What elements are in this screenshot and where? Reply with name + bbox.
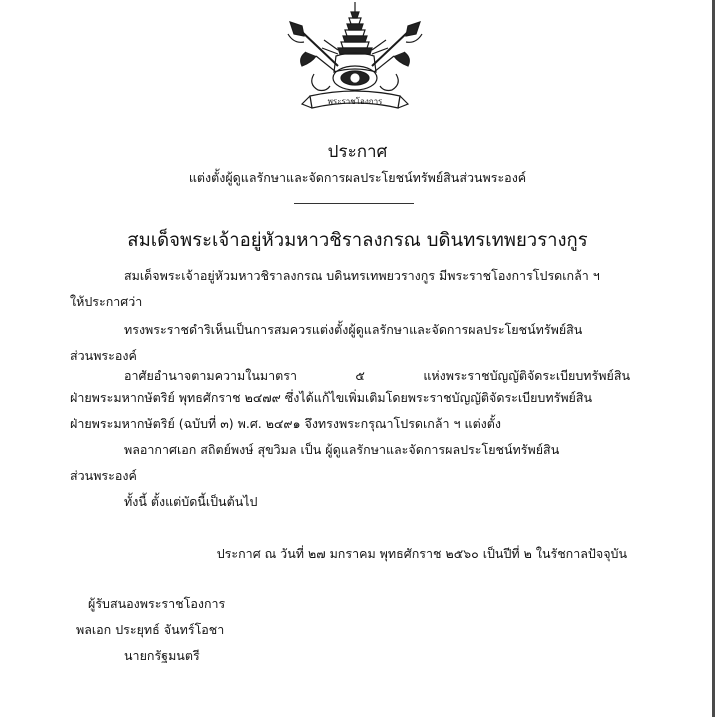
signatory-position: นายกรัฐมนตรี — [124, 648, 200, 663]
paragraph-3-word-1: อาศัยอำนาจตามความในมาตรา — [124, 368, 297, 383]
emblem-banner-text: พระราชโองการ — [327, 97, 383, 106]
paragraph-5-line-1: ทั้งนี้ ตั้งแต่บัดนี้เป็นต้นไป — [124, 494, 258, 509]
paragraph-1-line-2: ให้ประกาศว่า — [70, 294, 143, 309]
royal-emblem-icon — [280, 0, 430, 122]
paragraph-3-word-3: แห่งพระราชบัญญัติจัดระเบียบทรัพย์สิน — [423, 368, 630, 383]
dateline: ประกาศ ณ วันที่ ๒๗ มกราคม พุทธศักราช ๒๕๖๐ เป็นปีที่ ๒ ในรัชกาลปัจจุบัน — [216, 546, 627, 561]
signatory-name: พลเอก ประยุทธ์ จันทร์โอชา — [76, 622, 225, 637]
king-title: สมเด็จพระเจ้าอยู่หัวมหาวชิราลงกรณ บดินทรเทพยวรางกูร — [127, 230, 588, 251]
countersign-label: ผู้รับสนองพระราชโองการ — [88, 596, 226, 611]
paragraph-2-line-2: ส่วนพระองค์ — [70, 348, 137, 363]
paragraph-4-line-1: พลอากาศเอก สถิตย์พงษ์ สุขวิมล เป็น ผู้ดูแลรักษาและจัดการผลประโยชน์ทรัพย์สิน — [124, 442, 560, 457]
announcement-heading: ประกาศ — [327, 142, 388, 162]
paragraph-3-line-1 — [124, 366, 630, 386]
paragraph-3-line-3: ฝ่ายพระมหากษัตริย์ (ฉบับที่ ๓) พ.ศ. ๒๔๙๑ จึงทรงพระกรุณาโปรดเกล้า ฯ แต่งตั้ง — [70, 416, 502, 431]
paragraph-1-line-1: สมเด็จพระเจ้าอยู่หัวมหาวชิราลงกรณ บดินทรเทพยวรางกูร มีพระราชโองการโปรดเกล้า ฯ — [124, 268, 600, 283]
title-divider — [294, 203, 414, 204]
paragraph-4-line-2: ส่วนพระองค์ — [70, 468, 137, 483]
paragraph-3-line-2: ฝ่ายพระมหากษัตริย์ พุทธศักราช ๒๔๗๙ ซึ่งได้แก้ไขเพิ่มเติมโดยพระราชบัญญัติจัดระเบียบทรัพย์สิน — [70, 390, 593, 405]
paragraph-2-line-1: ทรงพระราชดำริเห็นเป็นการสมควรแต่งตั้งผู้ดูแลรักษาและจัดการผลประโยชน์ทรัพย์สิน — [124, 322, 583, 337]
announcement-subtitle: แต่งตั้งผู้ดูแลรักษาและจัดการผลประโยชน์ทรัพย์สินส่วนพระองค์ — [188, 170, 527, 185]
paragraph-3-word-2: ๕ — [355, 368, 365, 383]
